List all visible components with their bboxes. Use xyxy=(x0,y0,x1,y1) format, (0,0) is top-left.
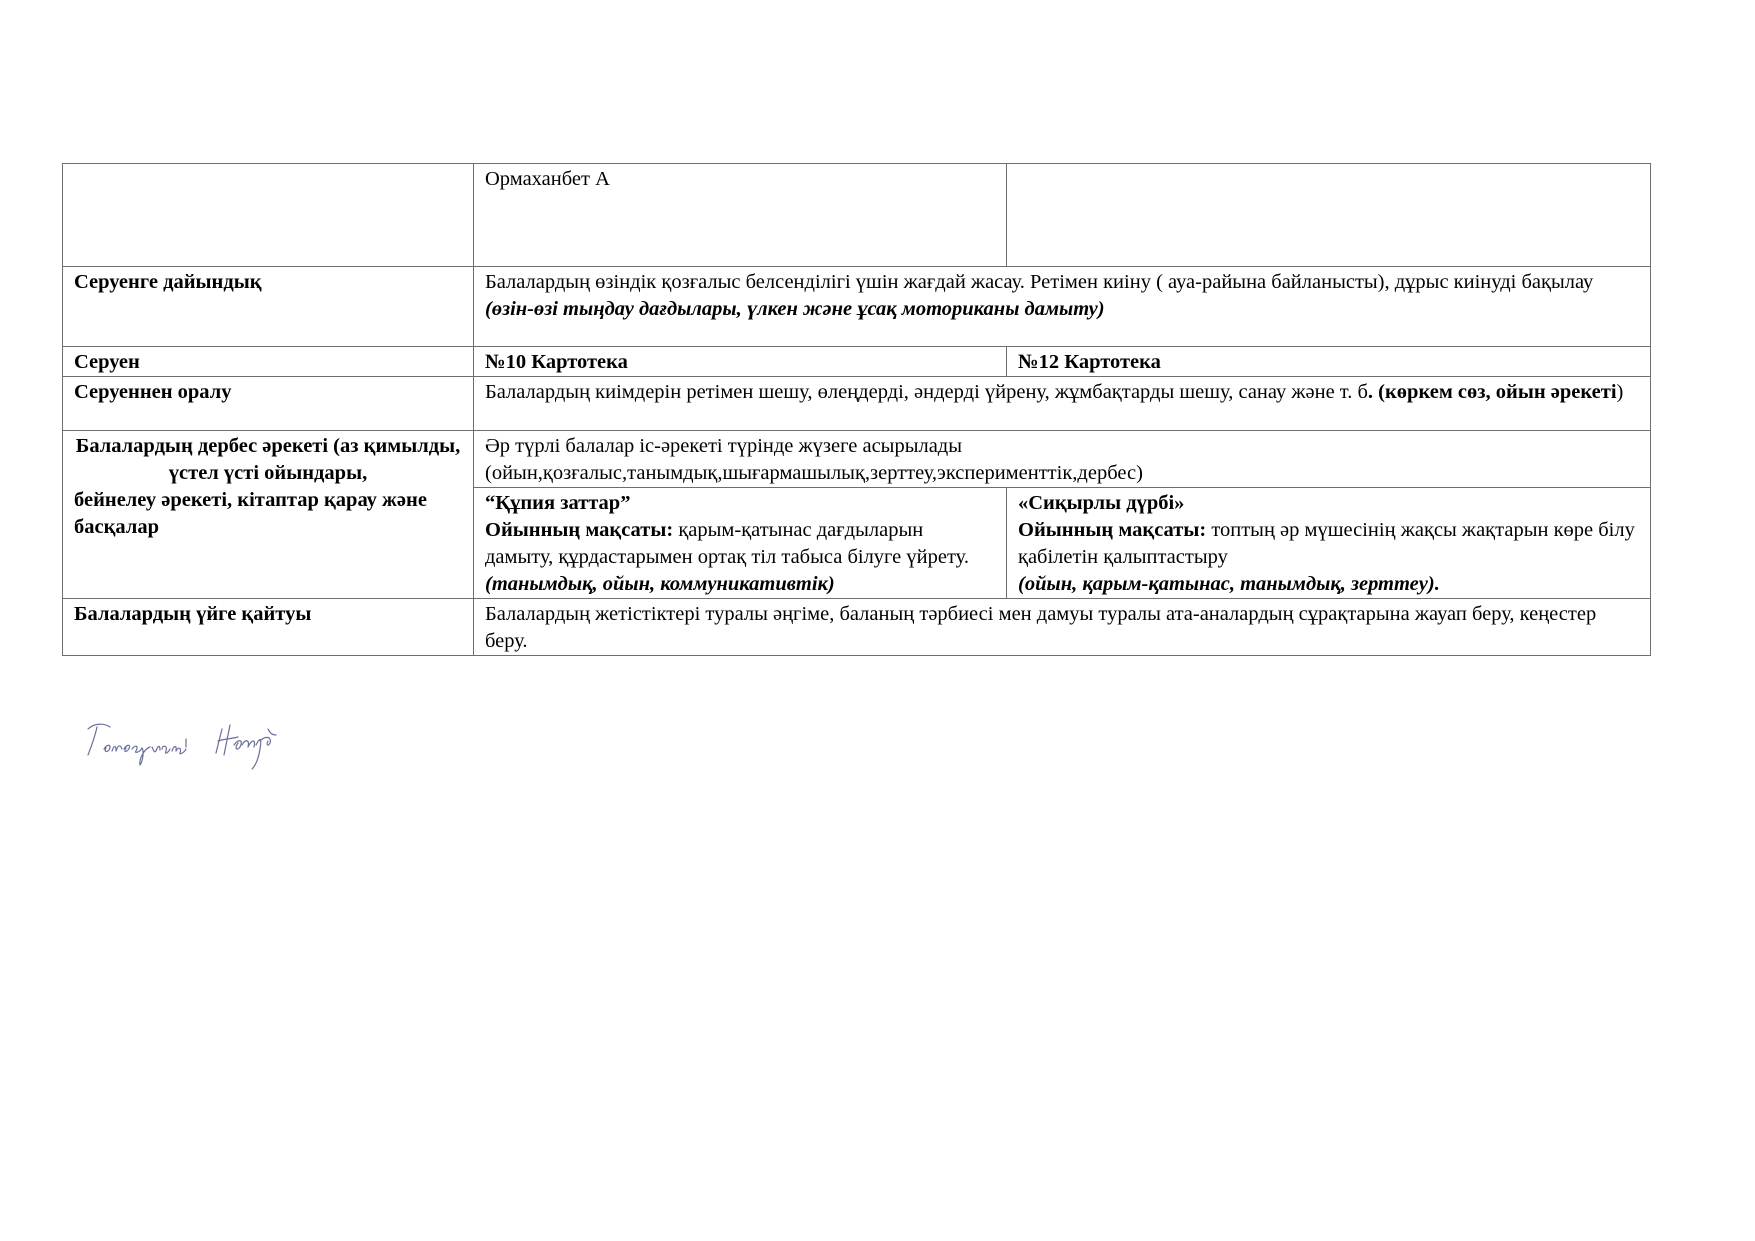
return-walk-content xyxy=(474,377,1651,431)
header-empty-label-cell xyxy=(63,164,474,267)
walk-card-12: №12 Картотека xyxy=(1007,347,1651,377)
prep-walk-content xyxy=(474,267,1651,347)
teacher-name: Ормаханбет А xyxy=(485,168,610,190)
game1-goal: қарым-қатынас дағдыларын дамыту, құрдастарымен ортақ тіл табыса білуге үйрету. xyxy=(485,519,969,568)
game2-title: «Сиқырлы дүрбі» xyxy=(1018,492,1185,514)
return-walk-row xyxy=(63,377,1651,431)
independent-intro xyxy=(474,431,1651,488)
independent-row xyxy=(63,431,1651,488)
walk-row xyxy=(63,347,1651,377)
game2-goal-label: Ойынның мақсаты: xyxy=(1018,519,1207,541)
walk-label: Серуен xyxy=(63,347,474,377)
game1-title: “Құпия заттар” xyxy=(485,492,631,514)
return-walk-text-end: ) xyxy=(1616,381,1624,403)
header-empty-cell xyxy=(1007,164,1651,267)
independent-intro-text: Әр түрлі балалар іс-әрекеті түрінде жүзеге асырылады xyxy=(485,435,963,457)
going-home-content xyxy=(474,599,1651,656)
going-home-label: Балалардың үйге қайтуы xyxy=(63,599,474,656)
teacher-name-cell xyxy=(474,164,1007,267)
game1-cell xyxy=(474,488,1007,599)
independent-label-line2: бейнелеу әрекеті, кітаптар қарау және басқалар xyxy=(74,489,427,538)
game2-skills: (ойын, қарым-қатынас, танымдық, зерттеу). xyxy=(1018,573,1440,595)
going-home-row xyxy=(63,599,1651,656)
signature-handwriting xyxy=(82,715,302,775)
walk-card-10: №10 Картотека xyxy=(474,347,1007,377)
daily-plan-table xyxy=(62,163,1651,656)
game2-cell xyxy=(1007,488,1651,599)
independent-label-line1: Балалардың дербес әрекеті (аз қимылды, үстел үсті ойындары, xyxy=(75,435,461,484)
game1-goal-label: Ойынның мақсаты: xyxy=(485,519,674,541)
return-walk-text: Балалардың киімдерін ретімен шешу, өлеңдерді, әндерді үйрену, жұмбақтарды шешу, санау және т. б xyxy=(485,381,1368,403)
game2-goal: топтың әр мүшесінің жақсы жақтарын көре білу қабілетін қалыптастыру xyxy=(1018,519,1635,568)
game1-skills: (танымдық, ойын, коммуникативтік) xyxy=(485,573,835,595)
prep-walk-text: Балалардың өзіндік қозғалыс белсенділігі үшін жағдай жасау. Ретімен киіну ( ауа-райына байланысты), дұрыс киінуді бақылау xyxy=(485,271,1594,293)
return-walk-activity: . (көркем сөз, ойын әрекеті xyxy=(1367,381,1617,403)
prep-walk-label: Серуенге дайындық xyxy=(63,267,474,347)
header-row xyxy=(63,164,1651,267)
signature-text: Тексерілді Нонр xyxy=(82,715,89,716)
going-home-text: Балалардың жетістіктері туралы әңгіме, баланың тәрбиесі мен дамуы туралы ата-аналардың сұрақтарына жауап беру, кеңестер беру. xyxy=(485,603,1597,652)
prep-walk-skills: (өзін-өзі тыңдау дағдылары, үлкен және ұсақ моториканы дамыту) xyxy=(485,298,1105,320)
return-walk-label: Серуеннен оралу xyxy=(63,377,474,431)
prep-walk-row xyxy=(63,267,1651,347)
independent-label xyxy=(63,431,474,599)
independent-intro-types: (ойын,қозғалыс,танымдық,шығармашылық,зерттеу,эксперименттік,дербес) xyxy=(485,462,1143,484)
